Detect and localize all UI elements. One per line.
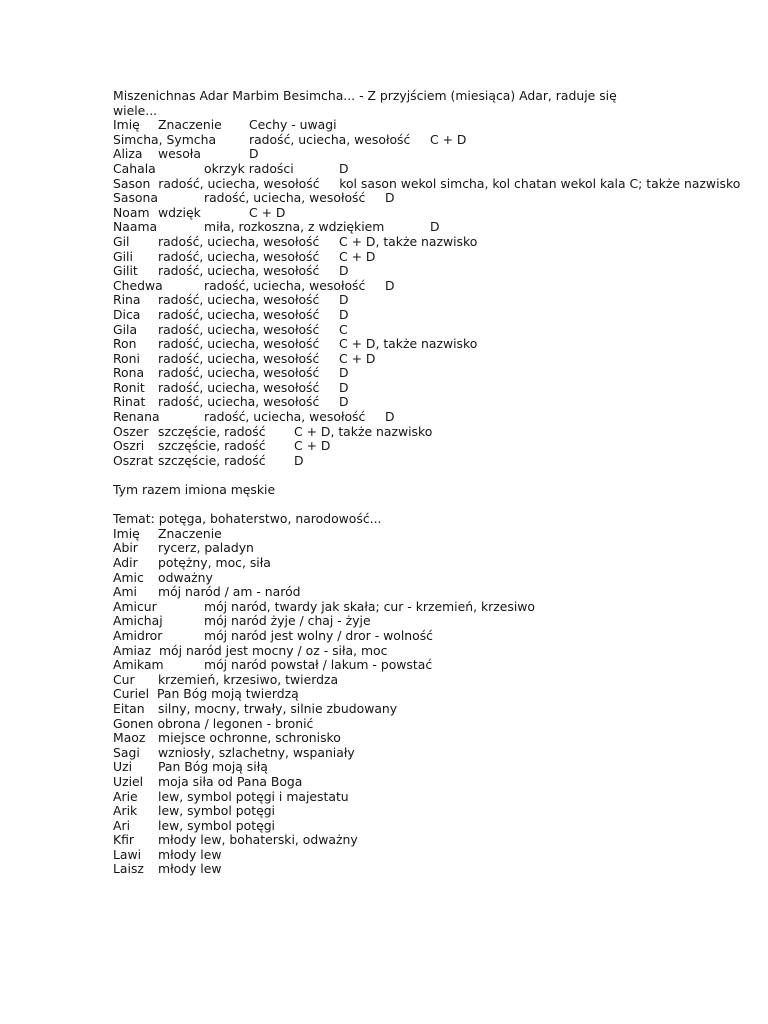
cell-c4e: D: [294, 452, 304, 468]
table-row: [113, 731, 653, 746]
cell-c1: Maoz: [113, 730, 146, 746]
cell-c3: Cechy - uwagi: [249, 117, 337, 133]
cell-c1: Rona: [113, 365, 145, 381]
cell-c1: Gili: [113, 248, 133, 264]
cell-c2: wzniosły, szlachetny, wspaniały: [158, 744, 355, 760]
cell-c1: Roni: [113, 350, 140, 366]
cell-c3: radość, uciecha, wesołość: [249, 131, 411, 147]
cell-c2b: miła, rozkoszna, z wdziękiem: [204, 219, 385, 235]
table-row: [113, 220, 653, 235]
table-row: [113, 658, 653, 673]
table-row: [113, 352, 653, 367]
cell-c4c: D: [385, 409, 395, 425]
table-row: [113, 848, 653, 863]
table-row: [113, 585, 653, 600]
intro-paragraph: Miszenichnas Adar Marbim Besimcha... - Z przyjściem (miesiąca) Adar, raduje się wiele...: [113, 88, 617, 118]
cell-c1: Uziel: [113, 773, 144, 789]
table-row: [113, 862, 653, 877]
table-row: [113, 133, 653, 148]
table-row: [113, 760, 653, 775]
table-row: [113, 337, 653, 352]
spacer: [113, 498, 653, 513]
cell-c4d: C + D, także nazwisko: [339, 336, 478, 352]
cell-c4d: C + D, także nazwisko: [339, 233, 478, 249]
cell-c1: Imię: [113, 525, 140, 541]
cell-c1: Amikam: [113, 657, 164, 673]
cell-c1: Abir: [113, 540, 138, 556]
cell-c2b: radość, uciecha, wesołość: [204, 409, 366, 425]
table-row: [113, 279, 653, 294]
table-row: [113, 600, 653, 615]
cell-c2: radość, uciecha, wesołość: [158, 248, 320, 264]
cell-c1: Rinat: [113, 394, 146, 410]
cell-c1: Oszer: [113, 423, 149, 439]
cell-c3: C + D: [249, 204, 286, 220]
table-row: [113, 775, 653, 790]
cell-c1: Rina: [113, 292, 141, 308]
cell-c2: krzemień, krzesiwo, twierdza: [158, 671, 339, 687]
cell-c1: Imię: [113, 117, 140, 133]
cell-c2: potężny, moc, siła: [158, 555, 271, 570]
cell-c2b: mój naród powstał / lakum - powstać: [204, 657, 433, 673]
row-text: Sason radość, uciecha, wesołość kol sason wekol simcha, kol chatan wekol kala C; także nazwisko: [113, 175, 741, 191]
cell-c3: D: [249, 146, 259, 162]
cell-c2: radość, uciecha, wesołość: [158, 336, 320, 352]
table-row: [113, 410, 653, 425]
cell-c1: Laisz: [113, 861, 144, 877]
cell-c2: szczęście, radość: [158, 438, 266, 454]
table-row: [113, 118, 653, 133]
cell-c1: Adir: [113, 555, 138, 570]
cell-c2: lew, symbol potęgi: [158, 803, 275, 819]
cell-c1: Oszri: [113, 438, 145, 454]
cell-c4d: D: [339, 394, 349, 410]
male-names-table: [113, 527, 653, 877]
cell-c2b: okrzyk radości: [204, 160, 294, 176]
table-row: [113, 454, 653, 469]
cell-c2: radość, uciecha, wesołość: [158, 394, 320, 410]
topic-line: Temat: potęga, bohaterstwo, narodowość...: [113, 511, 382, 527]
cell-c4e: C + D: [294, 438, 331, 454]
cell-c1: Lawi: [113, 846, 142, 862]
cell-c4d: C: [339, 321, 348, 337]
table-row: [113, 293, 653, 308]
cell-c2: Znaczenie: [158, 525, 222, 541]
table-row: [113, 162, 653, 177]
table-row: [113, 819, 653, 834]
cell-c1: Ari: [113, 817, 131, 833]
table-row: [113, 439, 653, 454]
cell-c5: D: [430, 219, 440, 235]
table-row: [113, 425, 653, 440]
cell-c2: Pan Bóg moją siłą: [158, 759, 268, 775]
cell-c1: Chedwa: [113, 277, 163, 293]
table-row: [113, 746, 653, 761]
cell-c2: lew, symbol potęgi: [158, 817, 275, 833]
cell-c4b: D: [339, 160, 349, 176]
cell-c1: Simcha, Symcha: [113, 131, 217, 147]
table-row: [113, 614, 653, 629]
table-row: [113, 556, 653, 571]
cell-c1: Noam: [113, 204, 150, 220]
table-row: [113, 250, 653, 265]
cell-c2b: mój naród jest wolny / dror - wolność: [204, 627, 433, 643]
cell-c1: Kfir: [113, 832, 135, 848]
cell-c1: Aliza: [113, 146, 143, 162]
table-row: [113, 527, 653, 542]
table-row: [113, 381, 653, 396]
table-row: [113, 571, 653, 586]
cell-c4d: D: [339, 263, 349, 279]
cell-c2: lew, symbol potęgi i majestatu: [158, 788, 349, 804]
cell-c1: Gil: [113, 233, 130, 249]
cell-c1: Oszrat: [113, 452, 154, 468]
cell-c1: Amicur: [113, 598, 157, 614]
row-text: Gonen obrona / legonen - bronić: [113, 715, 314, 731]
cell-c2: radość, uciecha, wesołość: [158, 263, 320, 279]
table-row: [113, 790, 653, 805]
cell-c1: Naama: [113, 219, 158, 235]
table-row: [113, 264, 653, 279]
cell-c4d: D: [339, 365, 349, 381]
cell-c1: Amichaj: [113, 613, 163, 629]
cell-c1: Renana: [113, 409, 160, 425]
cell-c4d: D: [339, 379, 349, 395]
cell-c4: C + D: [430, 131, 467, 147]
female-names-table: [113, 117, 741, 468]
cell-c1: Dica: [113, 306, 141, 322]
cell-c2: radość, uciecha, wesołość: [158, 365, 320, 381]
cell-c2: radość, uciecha, wesołość: [158, 350, 320, 366]
cell-c1: Ami: [113, 584, 137, 600]
cell-c2: młody lew, bohaterski, odważny: [158, 832, 358, 848]
row-text: Amiaz mój naród jest mocny / oz - siła, moc: [113, 642, 388, 658]
table-row: [113, 673, 653, 688]
cell-c1: Ron: [113, 336, 137, 352]
table-row: [113, 702, 653, 717]
cell-c2: szczęście, radość: [158, 452, 266, 468]
cell-c2: wesoła: [158, 146, 201, 162]
cell-c2: radość, uciecha, wesołość: [158, 292, 320, 308]
cell-c2: miejsce ochronne, schronisko: [158, 730, 341, 746]
cell-c2: młody lew: [158, 861, 222, 877]
table-row: [113, 804, 653, 819]
cell-c4c: D: [385, 190, 395, 206]
cell-c1: Amic: [113, 569, 144, 585]
cell-c1: Arik: [113, 803, 138, 819]
table-row: [113, 833, 653, 848]
cell-c1: Sagi: [113, 744, 140, 760]
cell-c1: Uzi: [113, 759, 133, 775]
cell-c2b: radość, uciecha, wesołość: [204, 277, 366, 293]
cell-c2: radość, uciecha, wesołość: [158, 233, 320, 249]
table-row: [113, 395, 653, 410]
table-row: [113, 541, 653, 556]
table-row: [113, 629, 653, 644]
table-row: [113, 644, 653, 659]
cell-c2: mój naród / am - naród: [158, 584, 301, 600]
cell-c4d: C + D: [339, 350, 376, 366]
cell-c2: młody lew: [158, 846, 222, 862]
table-row: [113, 175, 741, 192]
table-row: [113, 308, 653, 323]
cell-c2: radość, uciecha, wesołość: [158, 379, 320, 395]
cell-c2: odważny: [158, 569, 213, 585]
cell-c1: Gila: [113, 321, 138, 337]
cell-c4e: C + D, także nazwisko: [294, 423, 433, 439]
cell-c1: Eitan: [113, 700, 145, 716]
cell-c1: Ronit: [113, 379, 145, 395]
table-row: [113, 235, 653, 250]
cell-c1: Sasona: [113, 190, 158, 206]
cell-c4d: D: [339, 292, 349, 308]
cell-c1: Gilit: [113, 263, 138, 279]
cell-c2b: mój naród żyje / chaj - żyje: [204, 613, 371, 629]
cell-c2: radość, uciecha, wesołość: [158, 306, 320, 322]
section-heading: Tym razem imiona męskie: [113, 482, 276, 498]
cell-c2: radość, uciecha, wesołość: [158, 321, 320, 337]
table-row: [113, 323, 653, 338]
cell-c1: Cahala: [113, 160, 156, 176]
cell-c2: moja siła od Pana Boga: [158, 773, 303, 789]
cell-c1: Cur: [113, 671, 135, 687]
document-page: [113, 88, 741, 877]
cell-c2: rycerz, paladyn: [158, 540, 254, 556]
cell-c4c: D: [385, 277, 395, 293]
table-row: [113, 147, 653, 162]
table-row: [113, 717, 653, 732]
row-text: Curiel Pan Bóg moją twierdzą: [113, 686, 299, 702]
table-row: [113, 206, 653, 221]
spacer: [113, 468, 653, 483]
cell-c4d: C + D: [339, 248, 376, 264]
cell-c2b: radość, uciecha, wesołość: [204, 190, 366, 206]
table-row: [113, 366, 653, 381]
cell-c2: wdzięk: [158, 204, 201, 220]
cell-c2: Znaczenie: [158, 117, 222, 133]
table-row: [113, 687, 653, 702]
cell-c2: silny, mocny, trwały, silnie zbudowany: [158, 700, 398, 716]
cell-c1: Arie: [113, 788, 138, 804]
cell-c2b: mój naród, twardy jak skała; cur - krzemień, krzesiwo: [204, 598, 535, 614]
cell-c4d: D: [339, 306, 349, 322]
cell-c1: Amidror: [113, 627, 163, 643]
table-row: [113, 191, 653, 206]
cell-c2: szczęście, radość: [158, 423, 266, 439]
